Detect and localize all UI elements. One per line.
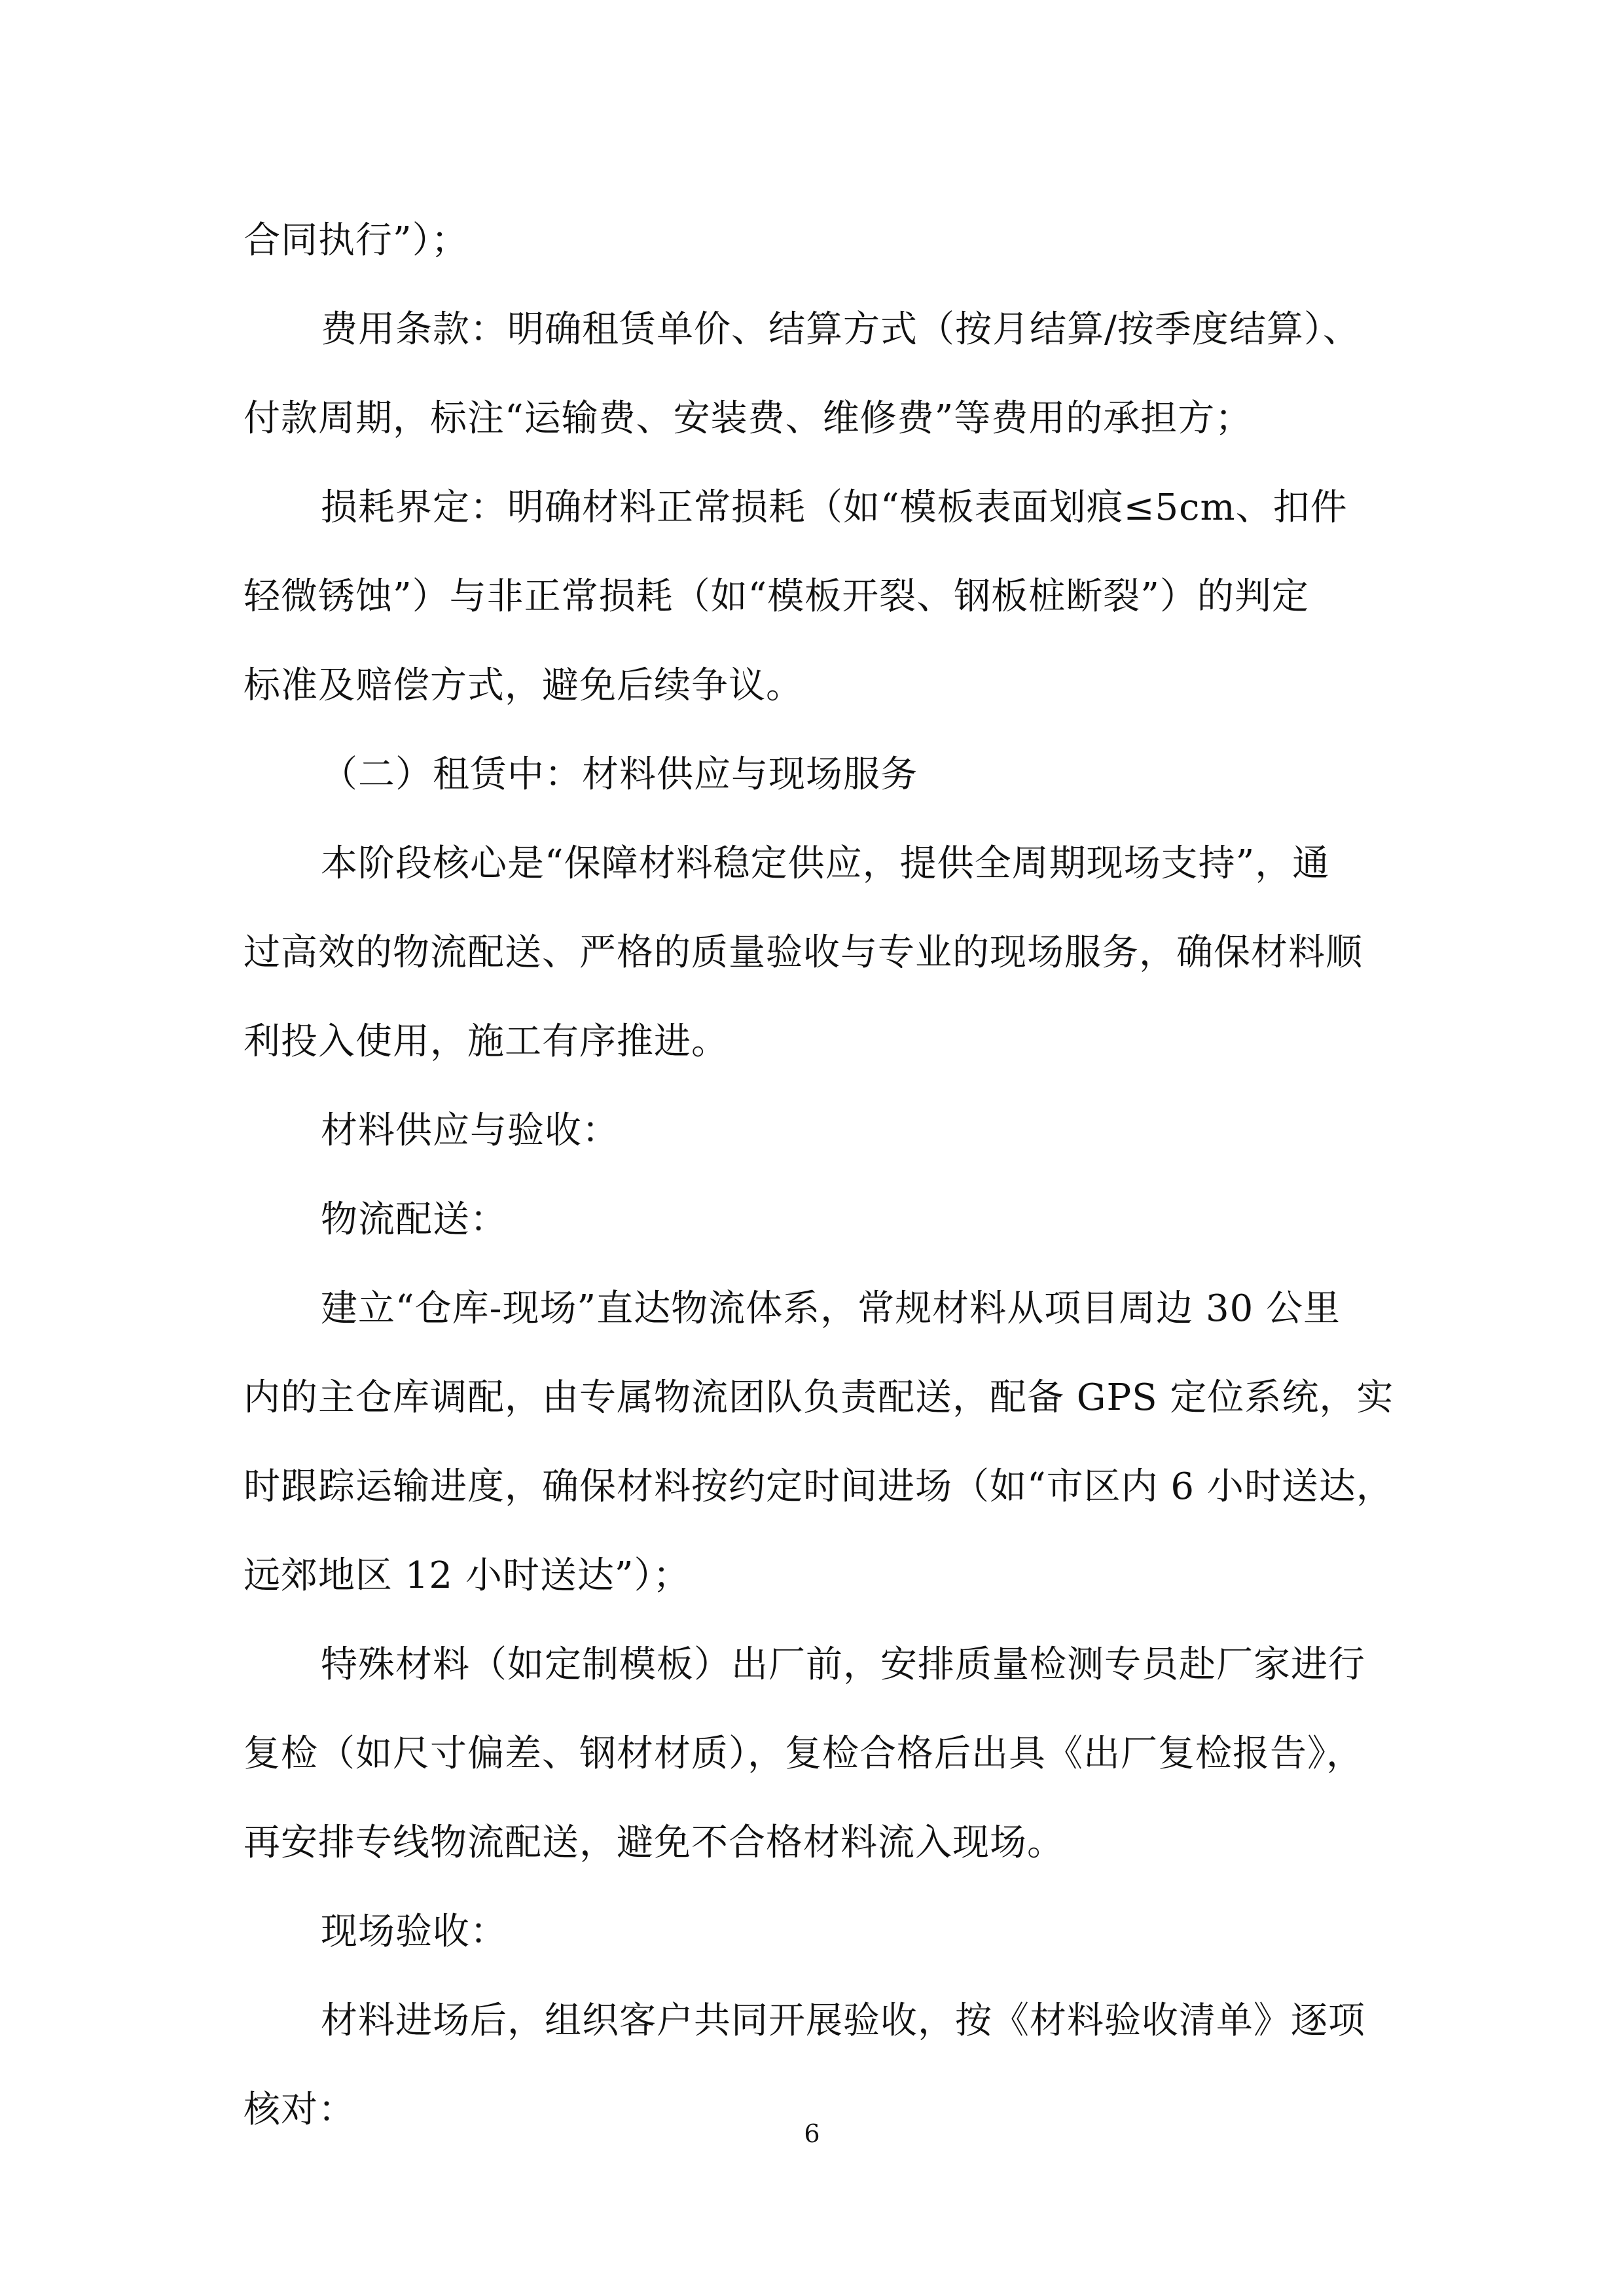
text-line: 过高效的物流配送、严格的质量验收与专业的现场服务，确保材料顺: [244, 931, 1363, 974]
body-text: [244, 196, 1394, 2155]
subheading-supply-acceptance: 材料供应与验收：: [321, 1109, 619, 1152]
paragraph-logistics-system: 建立“仓库-现场”直达物流体系，常规材料从项目周边 30 公里: [321, 1287, 1341, 1330]
text-line: 核对：: [244, 2089, 355, 2131]
paragraph-loss-definition: 损耗界定：明确材料正常损耗（如“模板表面划痕≤5cm、扣件: [321, 486, 1348, 529]
paragraph-special-materials: 特殊材料（如定制模板）出厂前，安排质量检测专员赴厂家进行: [321, 1643, 1365, 1686]
text-line: 远郊地区 12 小时送达”）；: [244, 1554, 691, 1597]
text-line: 轻微锈蚀”）与非正常损耗（如“模板开裂、钢板桩断裂”）的判定: [244, 575, 1309, 618]
text-line: 利投入使用，施工有序推进。: [244, 1020, 729, 1063]
paragraph-site-acceptance: 材料进场后，组织客户共同开展验收，按《材料验收清单》逐项: [321, 2000, 1365, 2042]
section-heading: （二）租赁中：材料供应与现场服务: [321, 753, 918, 796]
page-number: 6: [804, 2119, 820, 2148]
text-line: 再安排专线物流配送，避免不合格材料流入现场。: [244, 1821, 1064, 1864]
text-line: 合同执行”）；: [244, 219, 469, 262]
subheading-logistics: 物流配送：: [321, 1198, 507, 1241]
paragraph-fee-terms: 费用条款：明确租赁单价、结算方式（按月结算/按季度结算）、: [321, 308, 1360, 351]
text-line: 标准及赔偿方式，避免后续争议。: [244, 664, 803, 707]
text-line: 付款周期，标注“运输费、安装费、维修费”等费用的承担方；: [244, 397, 1253, 440]
subheading-site-acceptance: 现场验收：: [321, 1910, 507, 1953]
text-line: 内的主仓库调配，由专属物流团队负责配送，配备 GPS 定位系统，实: [244, 1376, 1394, 1419]
paragraph-stage-core: 本阶段核心是“保障材料稳定供应，提供全周期现场支持”，通: [321, 842, 1330, 885]
text-line: 复检（如尺寸偏差、钢材材质），复检合格后出具《出厂复检报告》，: [244, 1732, 1363, 1775]
text-line: 时跟踪运输进度，确保材料按约定时间进场（如“市区内 6 小时送达，: [244, 1465, 1394, 1508]
